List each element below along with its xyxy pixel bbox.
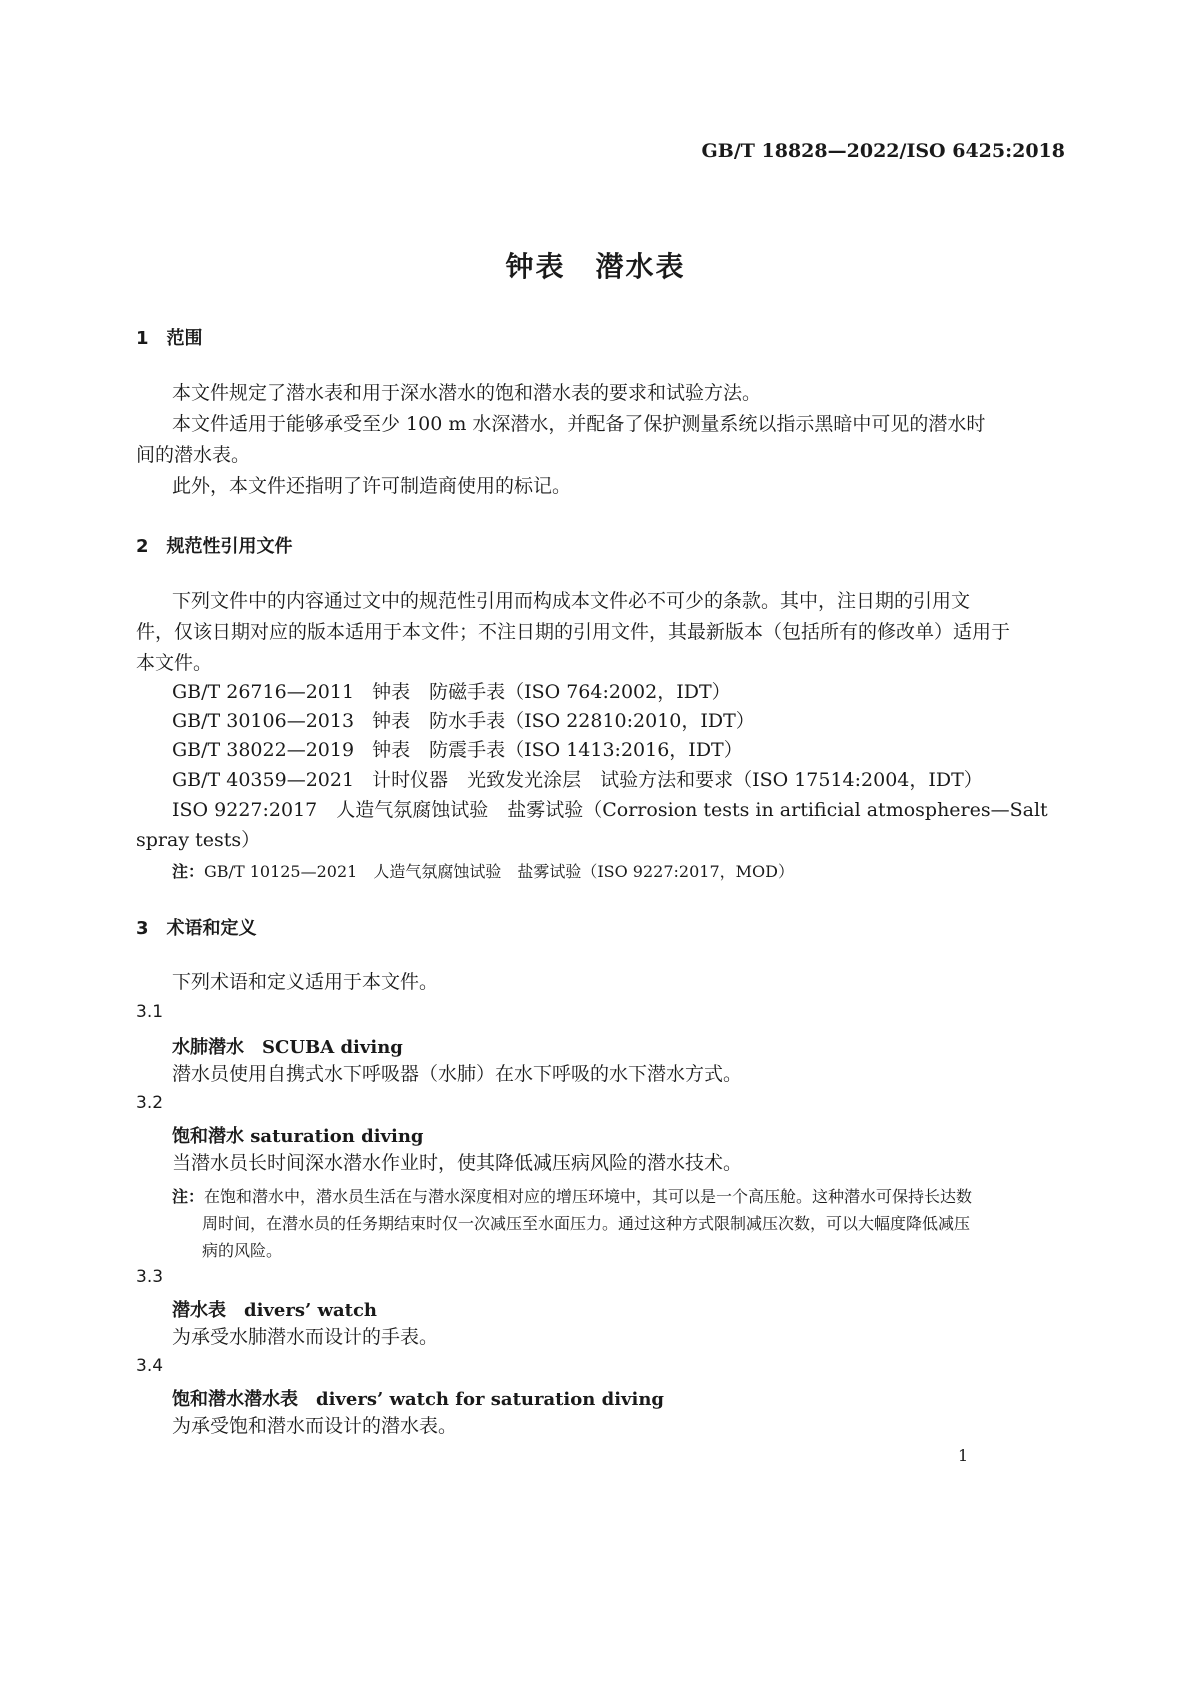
paragraph-continuation: 间的潜水表。 — [136, 444, 251, 466]
section-1-heading — [136, 324, 203, 350]
note — [172, 1184, 972, 1207]
section-title: 范围 — [166, 328, 203, 349]
term-name: 潜水表 divers’ watch — [172, 1300, 378, 1321]
reference-title: 钟表 防震手表（ISO 1413:2016，IDT） — [372, 739, 743, 761]
reference-code: GB/T 30106—2013 — [172, 710, 355, 732]
title-part2: 潜水表 — [595, 250, 686, 283]
term-number: 3.3 — [136, 1267, 164, 1287]
page-number: 1 — [958, 1446, 969, 1465]
section-title: 术语和定义 — [166, 918, 257, 939]
section-3-heading — [136, 914, 257, 940]
term-name: 水肺潜水 SCUBA diving — [172, 1037, 403, 1058]
reference-item — [172, 735, 743, 766]
term-number: 3.1 — [136, 1002, 164, 1022]
paragraph: 本文件规定了潜水表和用于深水潜水的饱和潜水表的要求和试验方法。 — [172, 382, 762, 404]
term-definition: 为承受水肺潜水而设计的手表。 — [172, 1326, 439, 1348]
term-definition: 为承受饱和潜水而设计的潜水表。 — [172, 1415, 458, 1437]
term-name: 饱和潜水潜水表 divers’ watch for saturation diving — [172, 1389, 665, 1410]
section-number: 2 — [136, 536, 149, 557]
section-2-heading — [136, 532, 293, 558]
section-number: 3 — [136, 918, 149, 939]
paragraph: 此外，本文件还指明了许可制造商使用的标记。 — [172, 475, 572, 497]
reference-code: GB/T 38022—2019 — [172, 739, 355, 761]
term-definition: 当潜水员长时间深水潜水作业时，使其降低减压病风险的潜水技术。 — [172, 1152, 743, 1174]
note-text: GB/T 10125—2021 人造气氛腐蚀试验 盐雾试验（ISO 9227:2017，MOD） — [204, 862, 794, 881]
reference-code: GB/T 40359—2021 — [172, 769, 355, 791]
paragraph-continuation: 件，仅该日期对应的版本适用于本文件；不注日期的引用文件，其最新版本（包括所有的修改单）适用于 — [136, 621, 1011, 643]
note-label: 注： — [172, 1187, 205, 1206]
reference-title: 计时仪器 光致发光涂层 试验方法和要求（ISO 17514:2004，IDT） — [372, 769, 983, 791]
reference-continuation: spray tests） — [136, 829, 261, 851]
reference-item — [172, 677, 731, 708]
term-definition: 潜水员使用自携式水下呼吸器（水肺）在水下呼吸的水下潜水方式。 — [172, 1063, 743, 1085]
note-text: 在饱和潜水中，潜水员生活在与潜水深度相对应的增压环境中，其可以是一个高压舱。这种潜水可保持长达数 — [204, 1187, 973, 1206]
standard-number: GB/T 18828—2022/ISO 6425:2018 — [701, 140, 1065, 162]
reference-item — [172, 765, 983, 796]
term-number: 3.2 — [136, 1093, 164, 1113]
reference-item — [172, 706, 755, 737]
reference-item: ISO 9227:2017 人造气氛腐蚀试验 盐雾试验（Corrosion tests in artificial atmospheres—Salt — [172, 799, 1048, 821]
paragraph-continuation: 本文件。 — [136, 652, 213, 674]
paragraph: 本文件适用于能够承受至少 100 m 水深潜水，并配备了保护测量系统以指示黑暗中可见的潜水时 — [172, 413, 986, 435]
term-number: 3.4 — [136, 1356, 164, 1376]
paragraph: 下列文件中的内容通过文中的规范性引用而构成本文件必不可少的条款。其中，注日期的引用文 — [172, 590, 971, 612]
term-name: 饱和潜水 saturation diving — [172, 1126, 424, 1147]
section-number: 1 — [136, 328, 149, 349]
reference-title: 钟表 防磁手表（ISO 764:2002，IDT） — [372, 681, 731, 703]
note — [172, 859, 794, 882]
paragraph: 下列术语和定义适用于本文件。 — [172, 971, 439, 993]
title-part1: 钟表 — [505, 250, 566, 283]
note-continuation: 病的风险。 — [202, 1241, 283, 1260]
reference-title: 钟表 防水手表（ISO 22810:2010，IDT） — [372, 710, 755, 732]
section-title: 规范性引用文件 — [166, 536, 293, 557]
reference-code: GB/T 26716—2011 — [172, 681, 355, 703]
note-continuation: 周时间，在潜水员的任务期结束时仅一次减压至水面压力。通过这种方式限制减压次数，可以大幅度降低减压 — [202, 1214, 971, 1233]
note-label: 注： — [172, 862, 205, 881]
page-title — [0, 245, 1191, 285]
